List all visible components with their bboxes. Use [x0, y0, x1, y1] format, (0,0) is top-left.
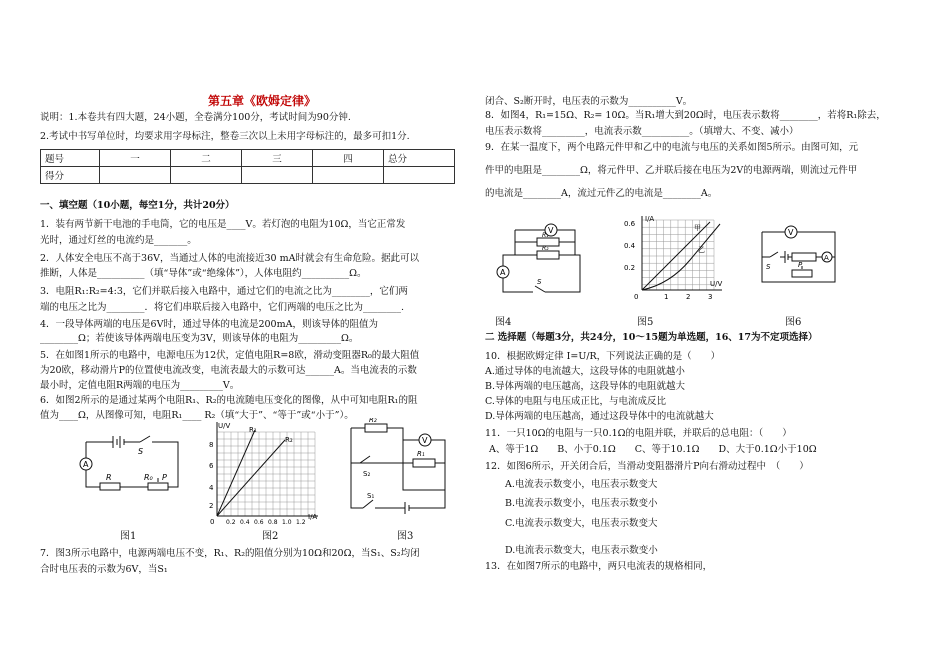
fig3-label: R₁ [417, 450, 425, 458]
option-line: B.电流表示数变小，电压表示数变小 [505, 498, 658, 509]
fig4-label: S [537, 278, 542, 286]
option-line: C.导体的电阻与电压成正比，与电流成反比 [485, 396, 666, 407]
section1-heading: 一、填空题（10小题，每空1分，共计20分） [40, 200, 235, 211]
fig2-label: 0.4 [240, 519, 250, 526]
fig2-label: 1.0 [282, 519, 292, 526]
fig6-label: A [824, 254, 829, 262]
fig5-label: 0.4 [624, 242, 636, 250]
fig5-label: I/A [645, 215, 655, 223]
figure-2-caption: 图2 [262, 531, 279, 542]
fig2-label: 8 [209, 441, 214, 449]
option-line: B.导体两端的电压越高，这段导体的电阻就越大 [485, 381, 686, 392]
score-input[interactable] [100, 167, 171, 184]
fig2-label: 0.6 [254, 519, 264, 526]
question-line: 光时，通过灯丝的电流约是_______。 [40, 235, 197, 246]
fig2-label: 6 [209, 462, 214, 470]
figure-3-circuit [345, 418, 455, 516]
fig1-label: A [83, 460, 89, 469]
figure-5-caption: 图5 [637, 317, 654, 328]
fig5-label: 甲 [694, 224, 701, 232]
option-line: C.电流表示数变大，电压表示数变大 [505, 518, 658, 529]
fig6-label: S [766, 263, 771, 271]
page-title: 第五章《欧姆定律》 [208, 94, 317, 108]
question-line: 11．一只10Ω的电阻与一只0.1Ω的电阻并联，并联后的总电阻：（ ） [485, 428, 792, 439]
question-line: 为20欧，移动滑片P的位置使电流改变，电流表最大的示数可达______A。当电流表的示数 [40, 365, 417, 376]
section2-heading: 二 选择题（每题3分，共24分，10～15题为单选题，16、17为不定项选择） [485, 332, 818, 343]
option-line: A.通过导体的电流越大，这段导体的电阻就越小 [485, 366, 685, 377]
fig5-label: 3 [708, 293, 713, 300]
score-input[interactable] [384, 167, 455, 184]
question-line: 2．人体安全电压不高于36V，当通过人体的电流接近30 mA时就会有生命危险。据此可以 [40, 253, 419, 264]
question-line: 端的电压之比为________．将它们串联后接入电路中，它们两端的电压之比为________. [40, 302, 405, 313]
question-line: 7．图3所示电路中，电源两端电压不变，R₁、R₂的阻值分别为10Ω和20Ω，当S₁、S₂均闭 [40, 548, 420, 559]
question-line: 最小时，定值电阻R两端的电压为_________V。 [40, 380, 240, 391]
score-cell: 四 [313, 150, 384, 167]
score-cell: 二 [171, 150, 242, 167]
fig6-label: P [798, 261, 803, 269]
fig4-label: R₁ [542, 232, 549, 239]
question-line: ________Ω；若使该导体两端电压变为3V，则该导体的电阻为_________Ω。 [40, 333, 359, 344]
fig2-label: 1.2 [296, 519, 306, 526]
option-line: A.电流表示数变小，电压表示数变大 [505, 479, 658, 490]
score-cell: 得分 [41, 167, 100, 184]
fig3-label: V [422, 436, 428, 445]
option-line: A、等于1Ω B、小于0.1Ω C、等于10.1Ω D、大于0.1Ω小于10Ω [489, 444, 817, 455]
fig2-label: 0 [210, 518, 215, 526]
figure-4-circuit [495, 210, 600, 298]
score-table [40, 149, 455, 184]
question-line: 5．在如图1所示的电路中，电源电压为12伏，定值电阻R=8欧，滑动变阻器R₀的最大阻值 [40, 350, 420, 361]
score-cell: 总分 [384, 150, 455, 167]
score-table-header-row [41, 150, 455, 167]
fig2-label: I/A [308, 513, 318, 521]
question-line: 闭合、S₂断开时，电压表的示数为__________V。 [485, 96, 693, 107]
fig5-label: 0 [634, 293, 639, 300]
score-cell: 三 [242, 150, 313, 167]
figure-5-graph [620, 212, 730, 300]
question-line: 的电流是________A，流过元件乙的电流是________A。 [485, 188, 718, 199]
fig2-label: 0.2 [226, 519, 236, 526]
fig2-label: U/V [218, 422, 231, 430]
figure-1-caption: 图1 [120, 531, 137, 542]
fig4-label: V [548, 226, 554, 235]
question-line: 值为____Ω，从图像可知，电阻R₁____ R₂（填“大于”、“等于”或“小于”）。 [40, 410, 354, 421]
question-line: 9．在某一温度下，两个电路元件甲和乙中的电流与电压的关系如图5所示。由图可知，元 [485, 142, 859, 153]
figure-3-caption: 图3 [397, 531, 414, 542]
question-line: 6．如图2所示的是通过某两个电阻R₁、R₂的电流随电压变化的图像，从中可知电阻R₁的阻 [40, 395, 418, 406]
fig2-label: 0.8 [268, 519, 278, 526]
figure-6-caption: 图6 [785, 317, 802, 328]
fig5-label: 0.6 [624, 220, 636, 228]
figure-1-circuit [78, 432, 188, 500]
fig2-label: R₁ [249, 426, 257, 434]
question-line: 1．装有两节新干电池的手电筒，它的电压是____V。若灯泡的电阻为10Ω，当它正常发 [40, 219, 406, 230]
question-line: 12．如图6所示，开关闭合后，当滑动变阻器滑片P向右滑动过程中 （ ） [485, 461, 809, 472]
fig1-label: R [106, 473, 112, 482]
question-line: 13．在如图7所示的电路中，两只电流表的规格相同， [485, 561, 713, 572]
score-input[interactable] [171, 167, 242, 184]
instruction-1: 说明：1.本卷共有四大题，24小题，全卷满分100分，考试时间为90分钟. [40, 112, 351, 123]
fig2-label: 2 [209, 502, 214, 510]
fig4-label: R₂ [542, 245, 549, 252]
fig3-label: R₂ [369, 418, 377, 424]
fig5-label: 0.2 [624, 264, 636, 272]
score-input[interactable] [313, 167, 384, 184]
question-line: 8．如图4，R₁=15Ω、R₂= 10Ω。当R₁增大到20Ω时，电压表示数将________，若将R₁除去， [485, 110, 886, 121]
score-input[interactable] [242, 167, 313, 184]
fig4-label: A [500, 268, 506, 277]
fig2-label: 4 [209, 484, 214, 492]
score-table-score-row [41, 167, 455, 184]
fig2-label: R₂ [285, 436, 293, 444]
fig5-label: U/V [710, 280, 723, 288]
question-line: 合时电压表的示数为6V，当S₁ [40, 564, 168, 575]
option-line: D.导体两端的电压越高，通过这段导体中的电流就越大 [485, 411, 714, 422]
question-line: 3．电阻R₁:R₂=4:3，它们并联后接入电路中，通过它们的电流之比为________，它们两 [40, 286, 408, 297]
figure-2-graph [200, 418, 325, 526]
fig5-label: 乙 [698, 246, 705, 254]
question-line: 10．根据欧姆定律 I=U/R，下列说法正确的是（ ） [485, 351, 721, 362]
question-line: 推断，人体是__________（填“导体”或“绝缘体”），人体电阻约__________Ω。 [40, 268, 367, 279]
instruction-2: 2.考试中书写单位时，均要求用字母标注，整卷三次以上未用字母标注的，最多可扣1分. [40, 131, 410, 142]
figure-6-circuit [750, 222, 850, 292]
score-cell: 一 [100, 150, 171, 167]
fig3-label: S₂ [363, 470, 371, 478]
figure-4-caption: 图4 [495, 317, 512, 328]
option-line: D.电流表示数变大，电压表示数变小 [505, 545, 658, 556]
fig6-label: V [788, 228, 794, 237]
left-column [0, 0, 470, 671]
question-line: 件甲的电阻是________Ω，将元件甲、乙并联后接在电压为2V的电源两端，则流过元件甲 [485, 165, 858, 176]
question-line: 4．一段导体两端的电压是6V时，通过导体的电流是200mA，则该导体的阻值为 [40, 319, 378, 330]
fig1-label: S [138, 447, 144, 456]
right-column [475, 0, 950, 671]
score-cell: 题号 [41, 150, 100, 167]
fig1-label: P [162, 473, 167, 482]
fig1-label: R₀ [144, 473, 153, 482]
fig5-label: 1 [664, 293, 669, 300]
fig3-label: S₁ [367, 492, 375, 500]
question-line: 电压表示数将_________，电流表示数__________。（填增大、不变、减小） [485, 126, 799, 137]
fig5-label: 2 [686, 293, 691, 300]
